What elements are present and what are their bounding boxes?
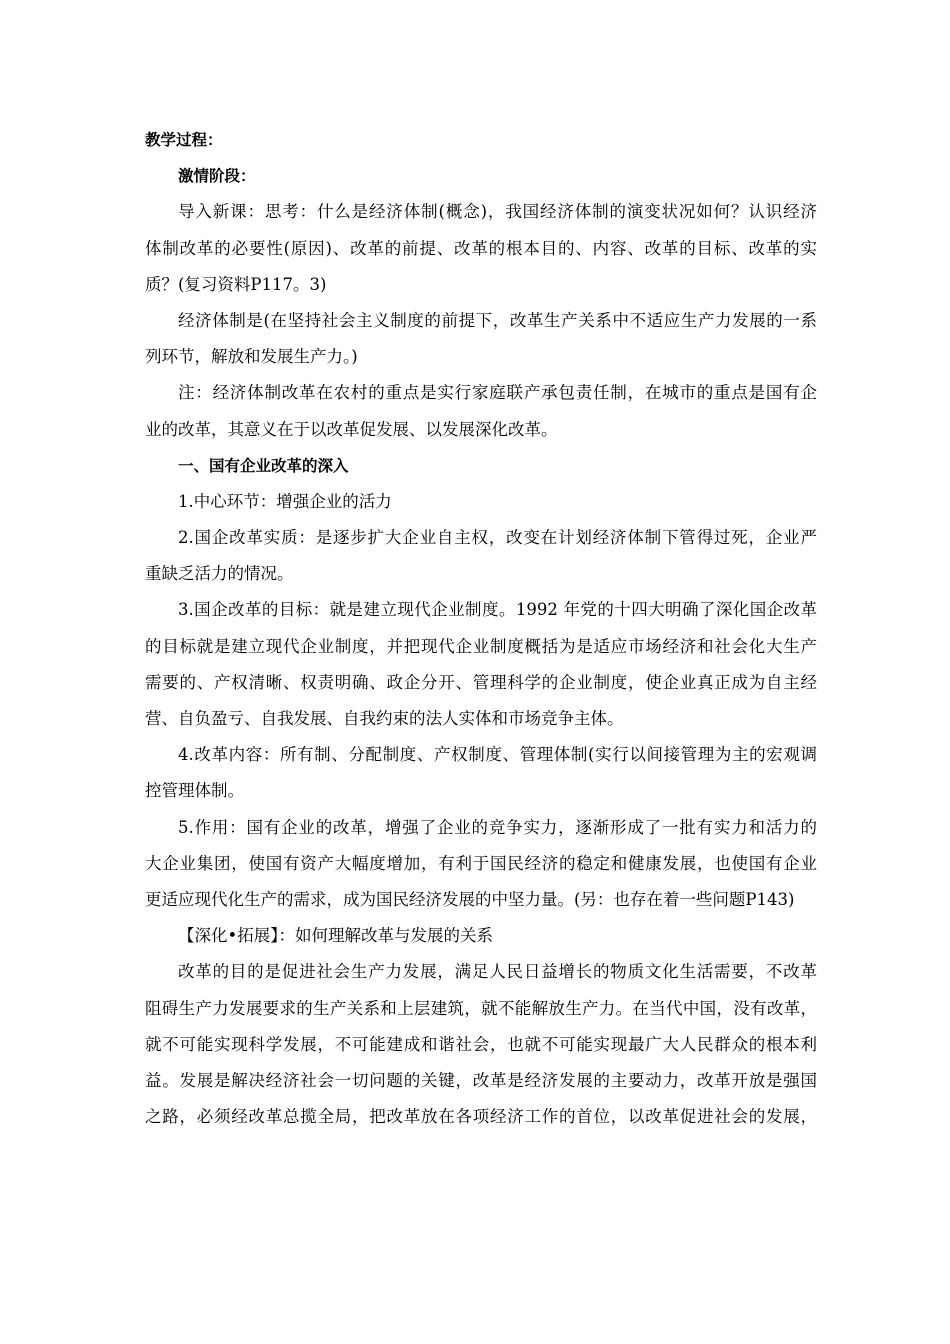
heading-stage: 激情阶段：	[178, 167, 256, 186]
note-line: 业的改革，其意义在于以改革促发展、以发展深化改革。	[145, 419, 558, 439]
item-4-line: 4.改革内容：所有制、分配制度、产权制度、管理体制(实行以间接管理为主的宏观调	[178, 745, 817, 765]
item-2-line: 2.国企改革实质：是逐步扩大企业自主权，改变在计划经济体制下管得过死，企业严	[178, 528, 817, 548]
item-5-line: 5.作用：国有企业的改革，增强了企业的竞争实力，逐渐形成了一批有实力和活力的	[178, 817, 817, 837]
intro-line: 质？(复习资料P117。3)	[145, 274, 327, 294]
item-1: 1.中心环节：增强企业的活力	[178, 491, 392, 511]
deepen-body-line: 之路，必须经改革总揽全局，把改革放在各项经济工作的首位，以改革促进社会的发展，	[145, 1107, 817, 1127]
deepen-expand-title: 【深化•拓展】：如何理解改革与发展的关系	[178, 926, 493, 946]
item-2-line: 重缺乏活力的情况。	[145, 564, 294, 584]
item-3-line: 营、自负盈亏、自我发展、自我约束的法人实体和市场竞争主体。	[145, 709, 624, 728]
deepen-body-line: 益。发展是解决经济社会一切问题的关键，改革是经济发展的主要动力，改革开放是强国	[145, 1070, 817, 1090]
definition-line: 经济体制是(在坚持社会主义制度的前提下，改革生产关系中不适应生产力发展的一系	[178, 310, 817, 330]
item-4-line: 控管理体制。	[145, 781, 244, 801]
deepen-body-line: 就不可能实现科学发展，不可能建成和谐社会，也就不可能实现最广大人民群众的根本利	[145, 1034, 817, 1054]
deepen-body-line: 阻碍生产力发展要求的生产关系和上层建筑，就不能解放生产力。在当代中国，没有改革，	[145, 998, 817, 1018]
heading-teaching-process: 教学过程：	[145, 131, 223, 149]
intro-line: 导入新课：思考：什么是经济体制(概念)，我国经济体制的演变状况如何？认识经济	[178, 202, 817, 222]
note-line: 注：经济体制改革在农村的重点是实行家庭联产承包责任制，在城市的重点是国有企	[178, 383, 817, 403]
definition-line: 列环节，解放和发展生产力。)	[145, 347, 358, 367]
document-body	[145, 122, 817, 1135]
deepen-body-line: 改革的目的是促进社会生产力发展，满足人民日益增长的物质文化生活需要，不改革	[178, 962, 817, 982]
section-title-soe-reform: 一、国有企业改革的深入	[178, 456, 349, 475]
item-3-line: 3.国企改革的目标：就是建立现代企业制度。1992 年党的十四大明确了深化国企改革	[178, 600, 817, 620]
item-3-line: 需要的、产权清晰、权责明确、政企分开、管理科学的企业制度，使企业真正成为自主经	[145, 672, 817, 692]
item-5-line: 大企业集团，使国有资产大幅度增加，有利于国民经济的稳定和健康发展，也使国有企业	[145, 853, 817, 873]
intro-line: 体制改革的必要性(原因)、改革的前提、改革的根本目的、内容、改革的目标、改革的实	[145, 238, 817, 258]
item-3-line: 的目标就是建立现代企业制度，并把现代企业制度概括为是适应市场经济和社会化大生产	[145, 636, 817, 656]
item-5-line: 更适应现代化生产的需求，成为国民经济发展的中坚力量。(另：也存在着一些问题P143)	[145, 889, 795, 909]
